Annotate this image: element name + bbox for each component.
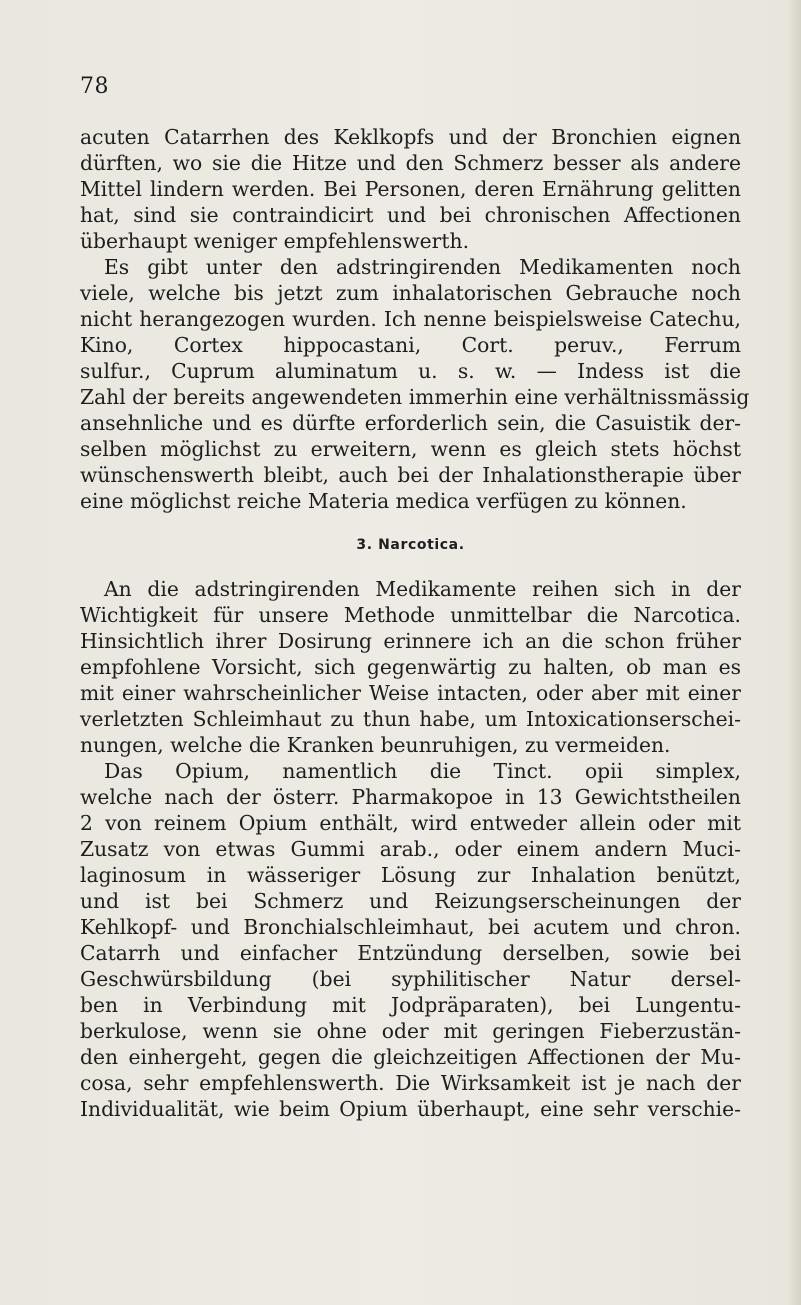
section-heading: 3. Narcotica. — [356, 537, 465, 553]
text-line: sulfur., Cuprum aluminatum u. s. w. — Indess ist die — [80, 359, 741, 383]
text-line: Wichtigkeit für unsere Methode unmittelbar die Narcotica. — [80, 603, 741, 627]
text-line: Zahl der bereits angewendeten immerhin eine verhältnissmässig — [80, 385, 750, 409]
text-line: mit einer wahrscheinlicher Weise intacten, oder aber mit einer — [80, 681, 741, 705]
text-line: empfohlene Vorsicht, sich gegenwärtig zu halten, ob man es — [80, 655, 741, 679]
text-line: und ist bei Schmerz und Reizungserscheinungen der — [80, 889, 741, 913]
text-line: ansehnliche und es dürfte erforderlich sein, die Casuistik der- — [80, 411, 741, 435]
text-line: An die adstringirenden Medikamente reihen sich in der — [104, 577, 741, 601]
text-line: berkulose, wenn sie ohne oder mit geringen Fieberzustän- — [80, 1019, 741, 1043]
text-line: überhaupt weniger empfehlenswerth. — [80, 229, 470, 253]
text-line: Es gibt unter den adstringirenden Medikamenten noch — [104, 255, 741, 279]
text-line: Geschwürsbildung (bei syphilitischer Natur dersel- — [80, 967, 741, 991]
text-line: Kehlkopf- und Bronchialschleimhaut, bei acutem und chron. — [80, 915, 741, 939]
text-line: viele, welche bis jetzt zum inhalatorischen Gebrauche noch — [80, 281, 741, 305]
text-line: welche nach der österr. Pharmakopoe in 13 Gewichtstheilen — [80, 785, 741, 809]
text-line: Kino, Cortex hippocastani, Cort. peruv., Ferrum — [80, 333, 741, 357]
text-line: laginosum in wässeriger Lösung zur Inhalation benützt, — [80, 863, 741, 887]
text-line: dürften, wo sie die Hitze und den Schmerz besser als andere — [80, 151, 741, 175]
text-line: acuten Catarrhen des Keklkopfs und der Bronchien eignen — [80, 125, 741, 149]
text-line: eine möglichst reiche Materia medica verfügen zu können. — [80, 489, 687, 513]
body-text — [80, 124, 750, 1122]
text-line: nicht herangezogen wurden. Ich nenne beispielsweise Catechu, — [80, 307, 741, 331]
text-line: wünschenswerth bleibt, auch bei der Inhalationstherapie über — [80, 463, 741, 487]
text-line: Catarrh und einfacher Entzündung derselben, sowie bei — [80, 941, 741, 965]
text-line: Mittel lindern werden. Bei Personen, deren Ernährung gelitten — [80, 177, 741, 201]
text-line: nungen, welche die Kranken beunruhigen, zu vermeiden. — [80, 733, 671, 757]
text-line: Das Opium, namentlich die Tinct. opii simplex, — [104, 759, 741, 783]
text-line: ben in Verbindung mit Jodpräparaten), bei Lungentu- — [80, 993, 741, 1017]
text-line: cosa, sehr empfehlenswerth. Die Wirksamkeit ist je nach der — [80, 1071, 741, 1095]
text-line: Zusatz von etwas Gummi arab., oder einem andern Muci- — [80, 837, 741, 861]
text-line: Individualität, wie beim Opium überhaupt, eine sehr verschie- — [80, 1097, 741, 1121]
text-line: selben möglichst zu erweitern, wenn es gleich stets höchst — [80, 437, 741, 461]
page-edge-shadow — [787, 0, 801, 1305]
text-line: Hinsichtlich ihrer Dosirung erinnere ich an die schon früher — [80, 629, 741, 653]
text-line: verletzten Schleimhaut zu thun habe, um Intoxicationserschei- — [80, 707, 741, 731]
page-number: 78 — [80, 74, 109, 99]
text-line: hat, sind sie contraindicirt und bei chronischen Affectionen — [80, 203, 741, 227]
text-line: 2 von reinem Opium enthält, wird entweder allein oder mit — [80, 811, 741, 835]
text-line: den einhergeht, gegen die gleichzeitigen Affectionen der Mu- — [80, 1045, 741, 1069]
